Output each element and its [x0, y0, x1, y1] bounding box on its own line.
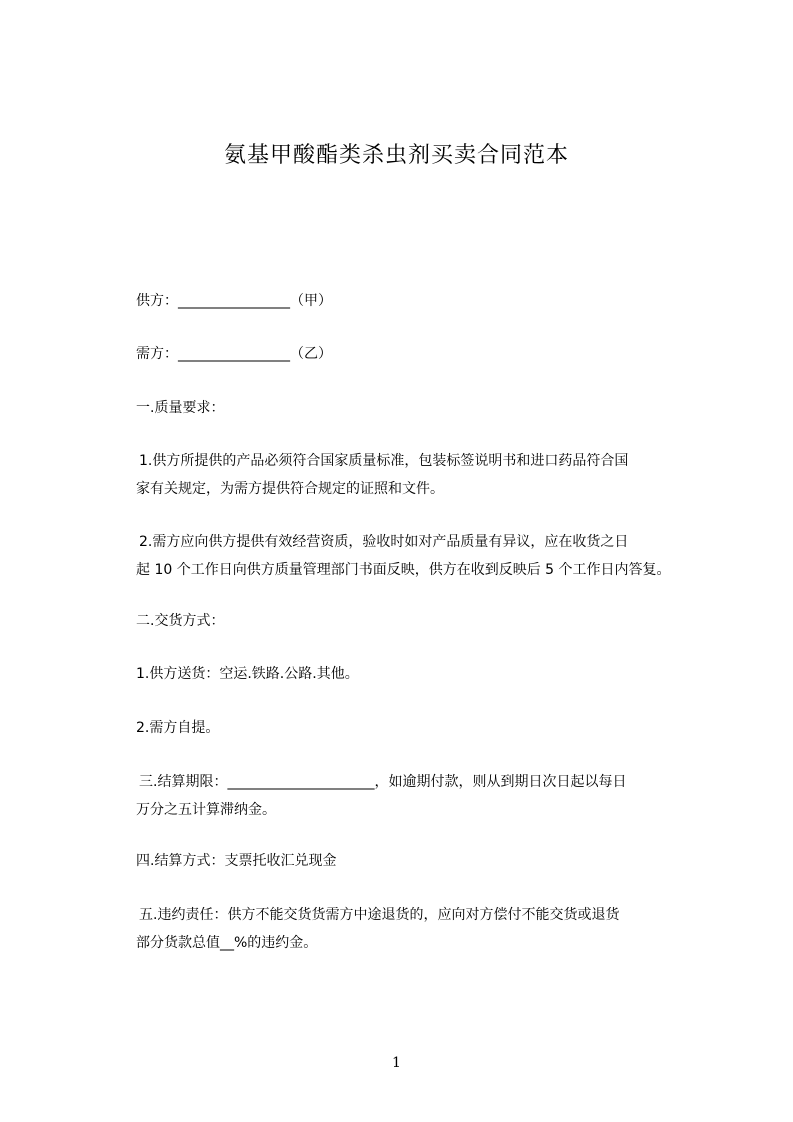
liability-line-2: 部分货款总值__%的违约金。: [136, 935, 318, 951]
document-title: 氨基甲酸酯类杀虫剂买卖合同范本: [223, 143, 569, 168]
section-delivery-heading: 二.交货方式：: [136, 613, 225, 629]
settlement-term-line-1: 三.结算期限：_____________________，如逾期付款，则从到期日次日起以每日: [139, 774, 627, 790]
settlement-method: 四.结算方式：支票托收汇兑现金: [136, 853, 337, 869]
settlement-term-line-2: 万分之五计算滞纳金。: [136, 802, 276, 818]
liability-line-1: 五.违约责任：供方不能交货货需方中途退货的，应向对方偿付不能交货或退货: [139, 907, 620, 923]
buyer-line: 需方：________________（乙）: [136, 346, 332, 362]
quality-item-2-line-1: 2.需方应向供方提供有效经营资质，验收时如对产品质量有异议，应在收货之日: [139, 534, 629, 550]
delivery-item-2: 2.需方自提。: [136, 720, 220, 736]
quality-item-2-line-2: 起 10 个工作日向供方质量管理部门书面反映，供方在收到反映后 5 个工作日内答复。: [136, 562, 671, 578]
quality-item-1-line-1: 1.供方所提供的产品必须符合国家质量标准，包装标签说明书和进口药品符合国: [139, 453, 629, 469]
quality-item-1-line-2: 家有关规定，为需方提供符合规定的证照和文件。: [136, 481, 444, 497]
page-number: 1: [392, 1055, 401, 1071]
delivery-item-1: 1.供方送货：空运.铁路.公路.其他。: [136, 666, 359, 682]
section-quality-heading: 一.质量要求：: [136, 400, 225, 416]
supplier-line: 供方：________________（甲）: [136, 293, 332, 309]
